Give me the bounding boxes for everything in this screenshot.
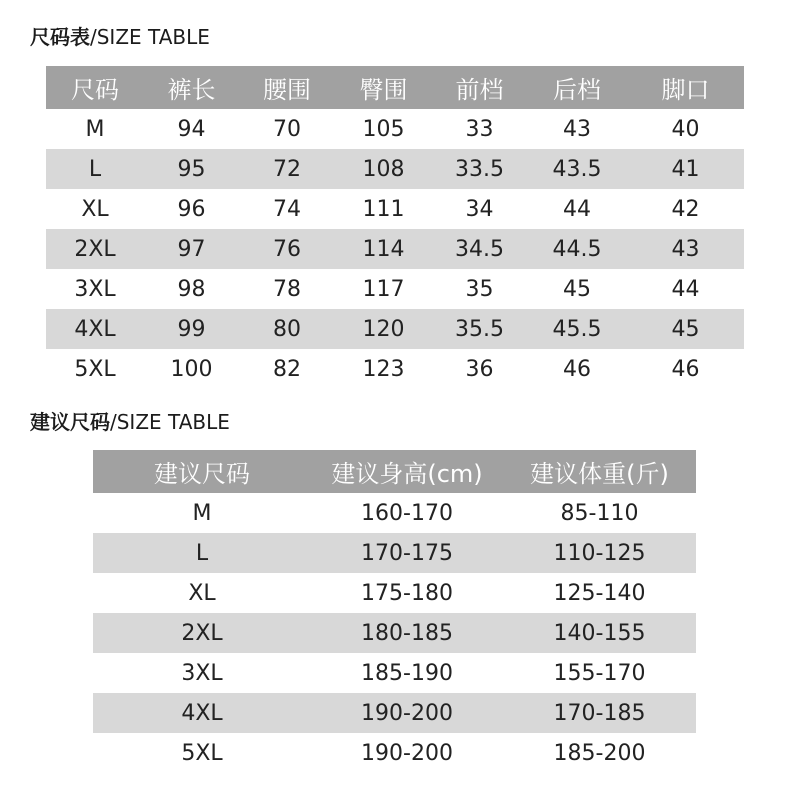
table-row bbox=[93, 733, 696, 773]
table-cell: 82 bbox=[273, 356, 301, 382]
table-cell: 2XL bbox=[93, 613, 311, 653]
size-table-title bbox=[30, 25, 210, 49]
table-cell: 160-170 bbox=[361, 500, 453, 526]
table-cell: 44 bbox=[671, 276, 700, 302]
recommend-table-title-cn: 建议尺码 bbox=[30, 410, 110, 434]
table-row bbox=[93, 613, 696, 653]
recommend-table-header-cell: 建议尺码 bbox=[93, 450, 311, 493]
table-row bbox=[93, 653, 696, 693]
table-cell: L bbox=[46, 149, 144, 189]
table-cell: 190-200 bbox=[361, 740, 453, 766]
size-table-title-en: /SIZE TABLE bbox=[90, 25, 210, 49]
table-cell: M bbox=[85, 116, 105, 142]
table-cell: 36 bbox=[465, 356, 494, 382]
recommend-table-header-cell: 建议身高(cm) bbox=[311, 450, 503, 493]
size-table-header-cell: 尺码 bbox=[46, 66, 144, 109]
table-cell: 96 bbox=[177, 196, 206, 222]
recommend-table-title-en: /SIZE TABLE bbox=[110, 410, 230, 434]
table-row bbox=[93, 693, 696, 733]
table-cell: 74 bbox=[273, 196, 301, 222]
table-cell: 140-155 bbox=[503, 613, 696, 653]
table-cell: 5XL bbox=[181, 740, 223, 766]
table-cell: 70 bbox=[273, 116, 301, 142]
table-cell: 100 bbox=[170, 356, 213, 382]
table-cell: 110-125 bbox=[503, 533, 696, 573]
table-cell: 45 bbox=[627, 309, 744, 349]
size-table-header-cell: 脚口 bbox=[627, 66, 744, 109]
table-row bbox=[93, 573, 696, 613]
table-cell: 80 bbox=[239, 309, 335, 349]
table-row bbox=[46, 229, 744, 269]
size-table bbox=[46, 66, 744, 389]
table-cell: 45 bbox=[563, 276, 591, 302]
size-table-header-row bbox=[46, 66, 744, 109]
table-cell: 185-190 bbox=[361, 660, 453, 686]
table-cell: 123 bbox=[362, 356, 405, 382]
table-cell: 46 bbox=[671, 356, 700, 382]
table-cell: 46 bbox=[563, 356, 591, 382]
table-cell: 44.5 bbox=[527, 229, 627, 269]
table-row bbox=[46, 309, 744, 349]
table-cell: 170-185 bbox=[503, 693, 696, 733]
table-row bbox=[93, 493, 696, 533]
table-cell: 97 bbox=[144, 229, 239, 269]
size-table-header-cell: 后档 bbox=[527, 66, 627, 109]
table-cell: 40 bbox=[671, 116, 700, 142]
recommend-table bbox=[93, 450, 696, 773]
table-cell: 35.5 bbox=[432, 309, 527, 349]
table-cell: 2XL bbox=[46, 229, 144, 269]
table-cell: 76 bbox=[239, 229, 335, 269]
table-row bbox=[93, 533, 696, 573]
table-cell: 45.5 bbox=[527, 309, 627, 349]
size-table-header-cell: 裤长 bbox=[144, 66, 239, 109]
table-cell: 95 bbox=[144, 149, 239, 189]
table-cell: 5XL bbox=[74, 356, 116, 382]
table-cell: 105 bbox=[362, 116, 405, 142]
table-cell: 33.5 bbox=[432, 149, 527, 189]
table-cell: 180-185 bbox=[311, 613, 503, 653]
table-cell: 4XL bbox=[46, 309, 144, 349]
size-table-header-cell: 腰围 bbox=[239, 66, 335, 109]
table-cell: 155-170 bbox=[553, 660, 646, 686]
table-cell: 3XL bbox=[181, 660, 223, 686]
table-cell: 114 bbox=[335, 229, 432, 269]
size-table-header-cell: 臀围 bbox=[335, 66, 432, 109]
table-cell: 44 bbox=[563, 196, 591, 222]
table-cell: 43.5 bbox=[527, 149, 627, 189]
table-cell: 98 bbox=[177, 276, 206, 302]
table-cell: 185-200 bbox=[553, 740, 646, 766]
recommend-table-header-cell: 建议体重(斤) bbox=[503, 450, 696, 493]
table-cell: 108 bbox=[335, 149, 432, 189]
table-cell: L bbox=[93, 533, 311, 573]
table-cell: 125-140 bbox=[553, 580, 646, 606]
table-row bbox=[46, 269, 744, 309]
table-row bbox=[46, 349, 744, 389]
recommend-table-header-row bbox=[93, 450, 696, 493]
table-cell: 175-180 bbox=[361, 580, 453, 606]
table-cell: 85-110 bbox=[560, 500, 639, 526]
table-cell: 99 bbox=[144, 309, 239, 349]
recommend-table-title bbox=[30, 410, 230, 434]
table-cell: 72 bbox=[239, 149, 335, 189]
table-cell: 3XL bbox=[74, 276, 116, 302]
table-cell: 4XL bbox=[93, 693, 311, 733]
table-cell: 33 bbox=[465, 116, 494, 142]
size-table-title-cn: 尺码表 bbox=[30, 25, 90, 49]
table-cell: 117 bbox=[362, 276, 405, 302]
table-cell: 78 bbox=[273, 276, 301, 302]
table-cell: 94 bbox=[177, 116, 206, 142]
table-row bbox=[46, 109, 744, 149]
table-cell: 43 bbox=[563, 116, 591, 142]
table-cell: 111 bbox=[362, 196, 405, 222]
table-cell: 34 bbox=[465, 196, 494, 222]
table-cell: 190-200 bbox=[311, 693, 503, 733]
table-cell: XL bbox=[81, 196, 109, 222]
size-table-header-cell: 前档 bbox=[432, 66, 527, 109]
table-cell: 41 bbox=[627, 149, 744, 189]
table-row bbox=[46, 189, 744, 229]
table-cell: 42 bbox=[671, 196, 700, 222]
table-cell: 43 bbox=[627, 229, 744, 269]
table-cell: 170-175 bbox=[311, 533, 503, 573]
table-cell: 35 bbox=[465, 276, 494, 302]
table-row bbox=[46, 149, 744, 189]
table-cell: 120 bbox=[335, 309, 432, 349]
table-cell: M bbox=[192, 500, 212, 526]
table-cell: XL bbox=[188, 580, 216, 606]
table-cell: 34.5 bbox=[432, 229, 527, 269]
